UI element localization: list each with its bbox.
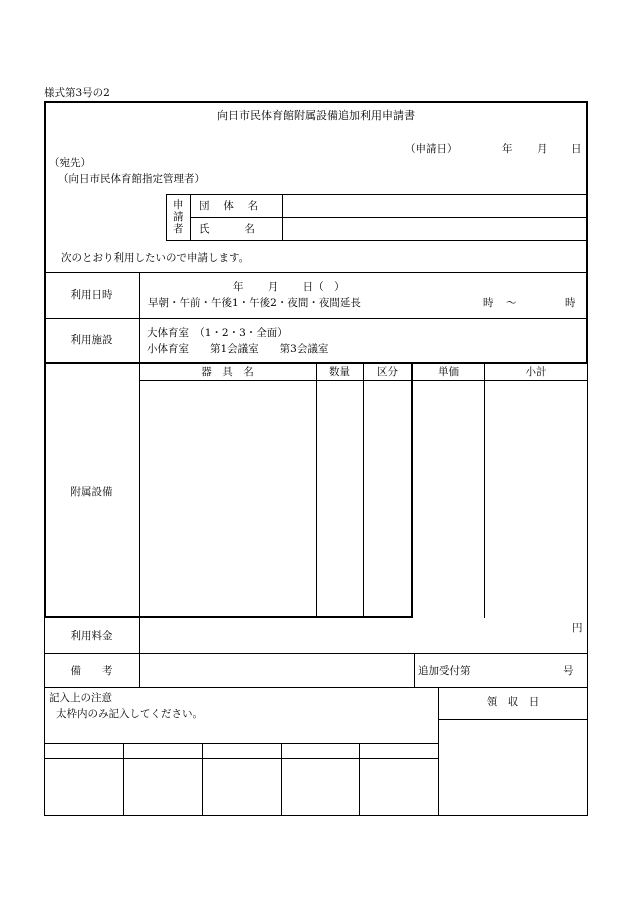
addressee-name: （向日市民体育館指定管理者） xyxy=(58,173,205,185)
application-date-day: 日 xyxy=(571,143,582,155)
applicant-label: 申 請 者 xyxy=(173,199,184,235)
receipt-number-suffix: 号 xyxy=(563,665,574,677)
equipment-header-subtotal: 小計 xyxy=(525,366,547,378)
equipment-header-category: 区分 xyxy=(377,366,398,378)
equipment-header-item: 器 具 名 xyxy=(201,366,254,378)
equipment-header-qty: 数量 xyxy=(329,366,350,378)
remarks-label: 備 考 xyxy=(70,665,113,677)
notes-text: 太枠内のみ記入してください。 xyxy=(56,708,203,720)
remarks-field[interactable] xyxy=(140,654,413,686)
facility-label: 利用施設 xyxy=(70,334,113,346)
equipment-item-area[interactable] xyxy=(140,381,315,617)
receipt-number-label: 追加受付第 xyxy=(418,665,471,677)
usage-time-from: 時 xyxy=(483,297,494,309)
addressee-label: （宛先） xyxy=(49,157,91,169)
equipment-label: 附属設備 xyxy=(70,486,113,498)
usage-time-tilde: ～ xyxy=(506,297,517,309)
application-date-month: 月 xyxy=(537,143,548,155)
request-statement: 次のとおり利用したいので申請します。 xyxy=(61,252,250,264)
usage-periods[interactable]: 早朝・午前・午後1・午後2・夜間・夜間延長 xyxy=(148,297,361,309)
usage-datetime-label: 利用日時 xyxy=(70,289,113,301)
group-name-field[interactable] xyxy=(283,195,586,216)
facility-line1[interactable]: 大体育室 （1・2・3・全面） xyxy=(147,327,288,339)
equipment-header-unit-price: 単価 xyxy=(438,366,459,378)
usage-time-to: 時 xyxy=(565,297,576,309)
fee-field[interactable] xyxy=(140,619,587,652)
group-name-label: 団 体 名 xyxy=(199,200,259,212)
application-date-year: 年 xyxy=(502,143,513,155)
receipt-date-label: 領 収 日 xyxy=(486,696,540,708)
fee-unit: 円 xyxy=(572,622,583,634)
notes-title: 記入上の注意 xyxy=(49,692,112,704)
facility-line2[interactable]: 小体育室 第1会議室 第3会議室 xyxy=(147,343,329,355)
fee-label: 利用料金 xyxy=(70,630,113,642)
application-date-label: （申請日） xyxy=(405,143,458,155)
form-number: 様式第3号の2 xyxy=(44,87,110,99)
person-name-field[interactable] xyxy=(283,218,586,239)
usage-date-line[interactable]: 年 月 日（ ） xyxy=(233,281,345,293)
form-title: 向日市民体育館附属設備追加利用申請書 xyxy=(217,109,415,122)
person-name-label: 氏 名 xyxy=(199,223,255,235)
